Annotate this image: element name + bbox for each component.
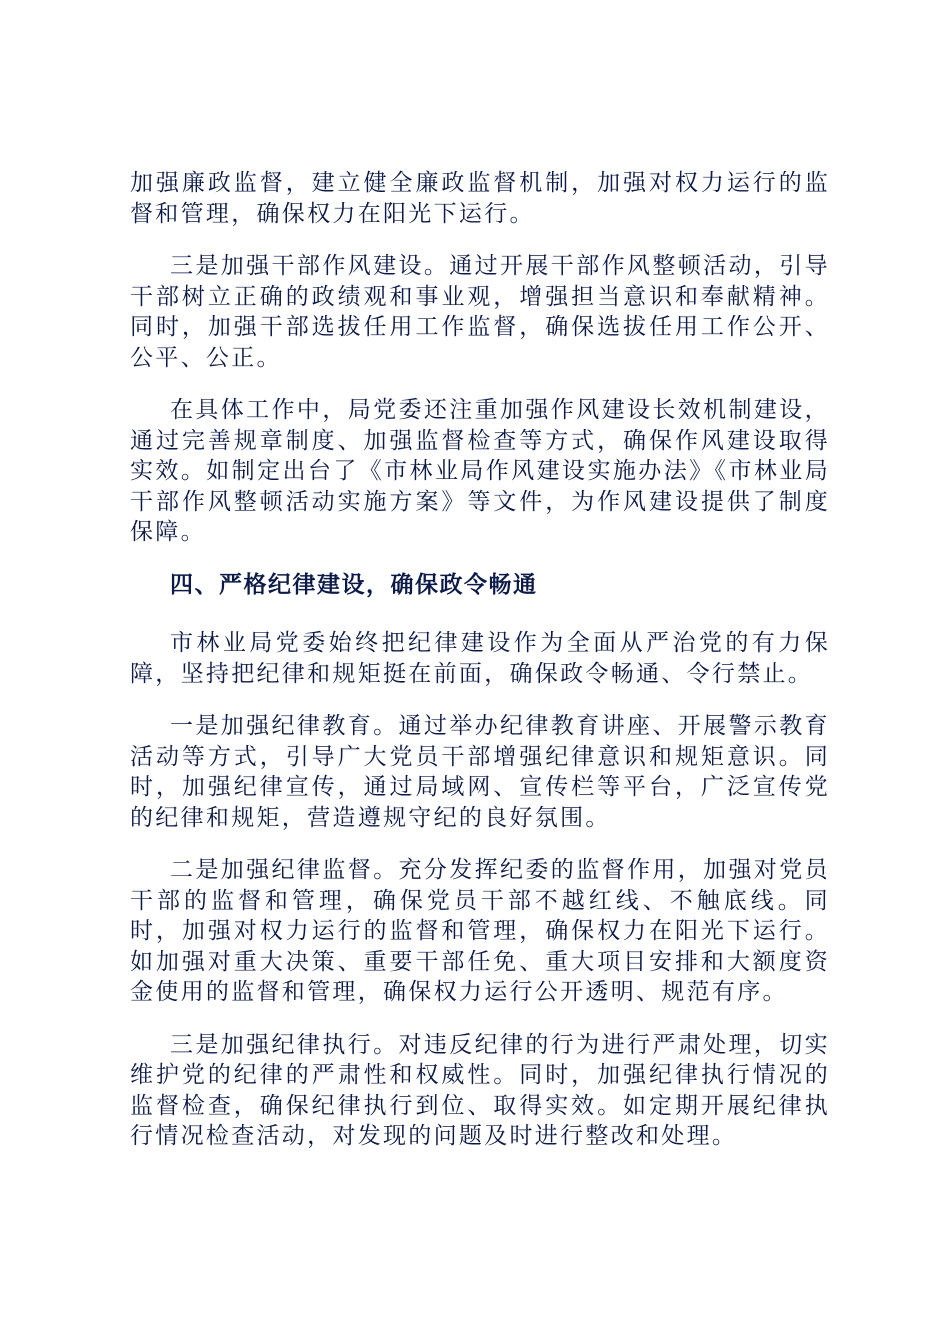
section-heading: 四、严格纪律建设，确保政令畅通 — [170, 571, 538, 598]
document-page — [130, 168, 830, 1174]
paragraph-cadre-style: 三是加强干部作风建设。通过开展干部作风整顿活动，引导干部树立正确的政绩观和事业观，增强担当意识和奉献精神。同时，加强干部选拔任用工作监督，确保选拔任用工作公开、公平、公正。 — [130, 253, 830, 371]
paragraph-discipline-enforcement: 三是加强纪律执行。对违反纪律的行为进行严肃处理，切实维护党的纪律的严肃性和权威性。同时，加强纪律执行情况的监督检查，确保纪律执行到位、取得实效。如定期开展纪律执行情况检查活动，对发现的问题及时进行整改和处理。 — [130, 1031, 830, 1149]
paragraph-long-term-mechanism: 在具体工作中，局党委还注重加强作风建设长效机制建设，通过完善规章制度、加强监督检查等方式，确保作风建设取得实效。如制定出台了《市林业局作风建设实施办法》《市林业局干部作风整顿活动实施方案》等文件，为作风建设提供了制度保障。 — [130, 397, 830, 545]
paragraph-discipline-supervision: 二是加强纪律监督。充分发挥纪委的监督作用，加强对党员干部的监督和管理，确保党员干部不越红线、不触底线。同时，加强对权力运行的监督和管理，确保权力在阳光下运行。如加强对重大决策、重要干部任免、重大项目安排和大额度资金使用的监督和管理，确保权力运行公开透明、规范有序。 — [130, 857, 830, 1005]
paragraph-discipline-education: 一是加强纪律教育。通过举办纪律教育讲座、开展警示教育活动等方式，引导广大党员干部增强纪律意识和规矩意识。同时，加强纪律宣传，通过局域网、宣传栏等平台，广泛宣传党的纪律和规矩，营造遵规守纪的良好氛围。 — [130, 713, 830, 831]
paragraph-discipline-intro: 市林业局党委始终把纪律建设作为全面从严治党的有力保障，坚持把纪律和规矩挺在前面，确保政令畅通、令行禁止。 — [130, 630, 830, 687]
paragraph-oversight-continued: 加强廉政监督，建立健全廉政监督机制，加强对权力运行的监督和管理，确保权力在阳光下运行。 — [130, 170, 830, 227]
